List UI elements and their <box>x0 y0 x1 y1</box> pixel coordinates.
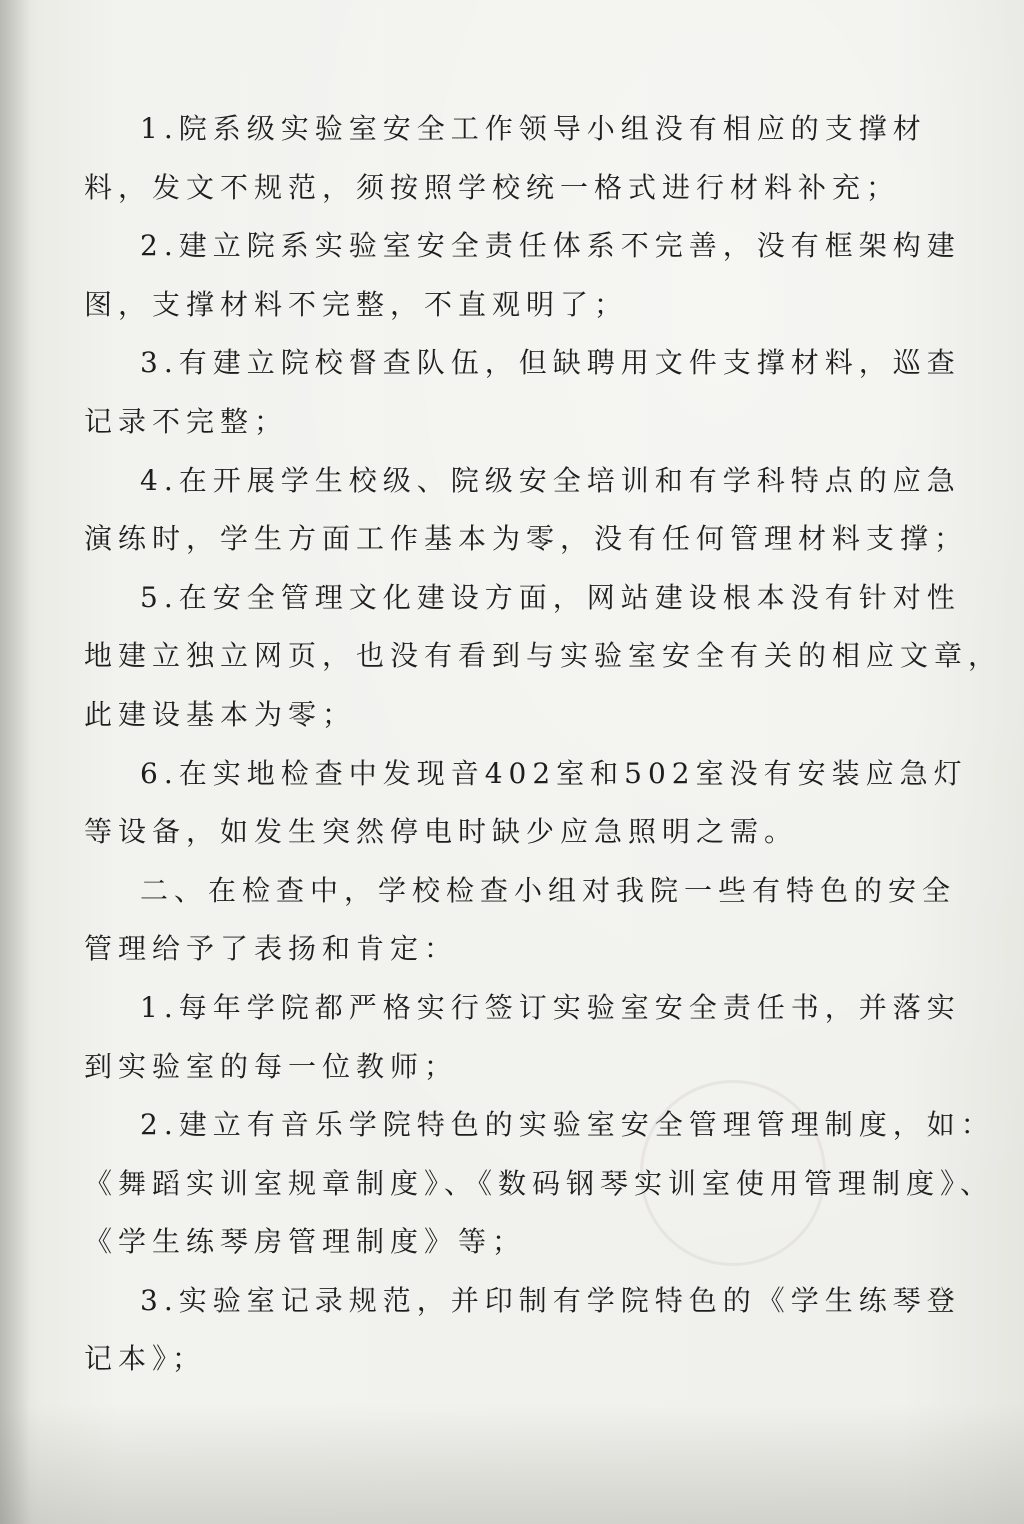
text-line: 《舞蹈实训室规章制度》、《数码钢琴实训室使用管理制度》、 <box>84 1166 995 1200</box>
text-line: 5.在安全管理文化建设方面，网站建设根本没有针对性 <box>140 580 961 614</box>
text-line: 图，支撑材料不完整，不直观明了； <box>84 287 629 321</box>
text-line: 管理给予了表扬和肯定： <box>84 932 459 966</box>
document-body <box>84 100 1003 1389</box>
text-line: 3.有建立院校督查队伍，但缺聘用文件支撑材料，巡查 <box>140 346 961 380</box>
text-line: 到实验室的每一位教师； <box>84 1049 459 1083</box>
page-edge-shadow <box>0 0 30 1524</box>
text-line: 记录不完整； <box>84 404 289 438</box>
text-line: 记本》； <box>84 1342 207 1376</box>
text-line: 二、在检查中，学校检查小组对我院一些有特色的安全 <box>140 873 957 907</box>
text-line: 1.每年学院都严格实行签订实验室安全责任书，并落实 <box>140 990 961 1024</box>
text-line: 等设备，如发生突然停电时缺少应急照明之需。 <box>84 815 799 849</box>
text-line: 料，发文不规范，须按照学校统一格式进行材料补充； <box>84 170 901 204</box>
text-line: 2.建立院系实验室安全责任体系不完善，没有框架构建 <box>140 229 961 263</box>
text-line: 《学生练琴房管理制度》等； <box>84 1225 527 1259</box>
text-line: 地建立独立网页，也没有看到与实验室安全有关的相应文章， <box>84 639 1003 673</box>
text-line: 6.在实地检查中发现音402室和502室没有安装应急灯 <box>140 756 968 790</box>
text-line: 2.建立有音乐学院特色的实验室安全管理管理制度，如： <box>140 1108 995 1142</box>
page-bottom-shadow <box>0 1404 1024 1524</box>
text-line: 演练时，学生方面工作基本为零，没有任何管理材料支撑； <box>84 522 969 556</box>
text-line: 此建设基本为零； <box>84 697 357 731</box>
text-line: 1.院系级实验室安全工作领导小组没有相应的支撑材 <box>140 112 927 145</box>
text-line: 3.实验室记录规范，并印制有学院特色的《学生练琴登 <box>140 1283 961 1317</box>
text-line: 4.在开展学生校级、院级安全培训和有学科特点的应急 <box>140 463 961 497</box>
